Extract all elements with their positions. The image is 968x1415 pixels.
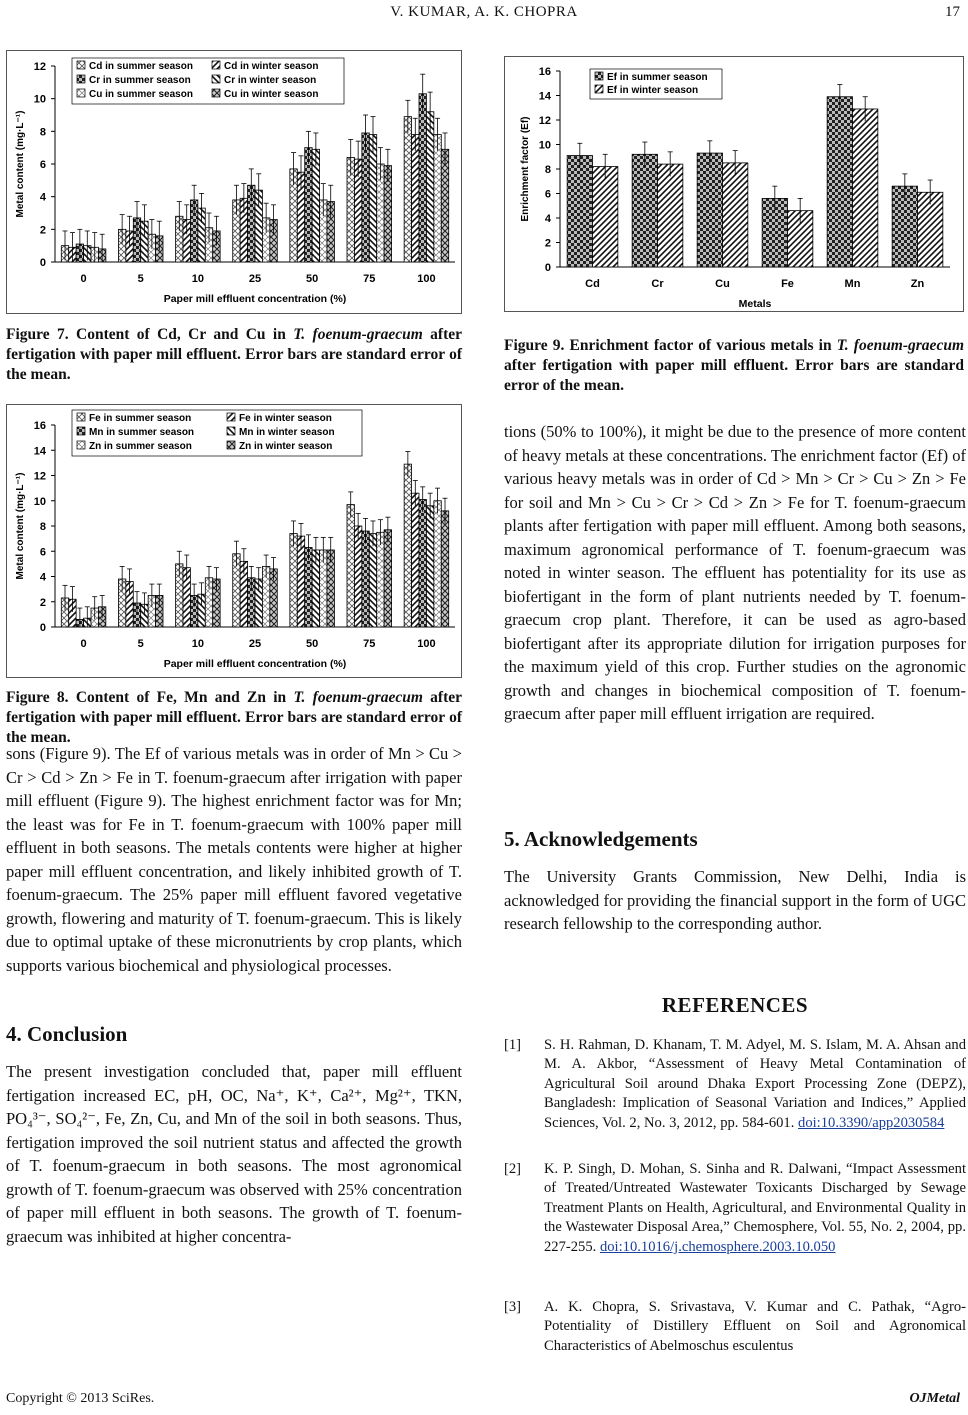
bar [827,97,852,267]
bar [434,501,441,627]
legend-label: Cr in summer season [89,75,191,86]
legend-label: Mn in winter season [239,427,335,438]
legend-swatch [595,72,603,80]
legend-label: Ef in summer season [607,72,708,83]
x-tick-label: Cu [715,278,730,290]
legend-swatch [77,89,85,97]
conclusion-paragraph: The present investigation concluded that, paper mill effluent fertigation increased EC, pH, OC, Na⁺, K⁺, Ca²⁺, Mg²⁺, TKN, PO₄³⁻, SO₄²⁻, Fe, Zn, Cu, and Mn of the soil in both seasons. Thus, fertigation improved the soil nutrient status and affected the growth of T. foenum-graecum in both seasons. The most agronomical growth of T. foenum-graecum was observed with 25% concentration of paper mill effluent in both seasons. The growth of T. foenum-graecum was inhibited at higher concentra- [6,1062,462,1246]
x-tick-label: 25 [248,638,262,650]
x-tick-label: Fe [781,278,794,290]
y-tick-label: 2 [39,224,46,237]
x-tick-label: 100 [417,273,436,285]
legend-swatch [77,61,85,69]
x-tick-label: Cd [585,278,600,290]
y-tick-label: 12 [33,470,46,483]
y-tick-label: 4 [39,571,46,584]
x-axis-label: Paper mill effluent concentration (%) [163,293,347,305]
y-tick-label: 6 [39,159,46,171]
y-tick-label: 4 [39,191,46,204]
x-tick-label: 0 [80,273,87,285]
conclusion-heading: 4. Conclusion [6,1022,128,1046]
references-heading: REFERENCES [661,993,809,1017]
y-tick-label: 6 [39,546,46,559]
x-tick-label: 0 [80,638,87,650]
x-tick-label: 25 [248,273,262,285]
legend-label: Zn in winter season [239,441,333,452]
bar [369,135,376,262]
bar [567,156,592,267]
y-tick-label: 6 [544,188,551,201]
copyright-footer: Copyright © 2013 SciRes. [6,1391,155,1406]
y-tick-label: 0 [39,622,46,634]
bar [412,493,419,627]
y-tick-label: 16 [538,66,551,78]
bar [377,532,384,627]
x-tick-label: 5 [137,638,144,650]
journal-footer: OJMetal [909,1391,960,1406]
y-tick-label: 8 [39,521,46,533]
x-axis-label: Paper mill effluent concentration (%) [163,658,347,670]
figure-8-caption: Figure 8. Content of Fe, Mn and Zn in T. foenum-graecum after fertigation with paper mill effluent. Error bars are standard error of the mean. [6,689,462,746]
legend-label: Fe in winter season [239,413,332,424]
y-tick-label: 0 [544,262,551,274]
y-tick-label: 16 [33,420,46,432]
bar [434,135,441,262]
bar [723,163,748,267]
legend-swatch [227,441,235,449]
y-tick-label: 4 [544,213,551,225]
legend-swatch [227,413,235,421]
figure-7-chart [6,50,462,314]
bar [362,133,369,262]
bar [441,511,448,627]
x-tick-label: 75 [363,638,376,650]
reference-item: [3] A. K. Chopra, S. Srivastava, V. Kumar and C. Pathak, “Agro-Potentiality of Distillery Effluent on Soil and Agronomical Characteristics of Abelmoschus esculentus [504,1299,966,1354]
bar [404,117,411,262]
x-tick-label: 10 [191,638,204,650]
bar [362,531,369,627]
bar [369,534,376,627]
figure-9-caption: Figure 9. Enrichment factor of various metals in T. foenum-graecum after fertigation with paper mill effluent. Error bars are standard error of the mean. [504,337,964,394]
y-tick-label: 8 [39,126,46,139]
legend-swatch [595,85,603,93]
y-tick-label: 10 [33,495,46,508]
x-tick-label: Cr [651,278,664,290]
legend-label: Mn in summer season [89,427,195,438]
legend-label: Cd in summer season [89,61,193,72]
bar [441,149,448,262]
bar [384,530,391,627]
figure-7-caption: Figure 7. Content of Cd, Cr and Cu in T. foenum-graecum after fertigation with paper mill effluent. Error bars are standard error of the mean. [6,326,463,383]
bar [697,153,722,267]
x-tick-label: 100 [417,638,436,650]
reference-item: [1] S. H. Rahman, D. Khanam, T. M. Adyel, M. S. Islam, M. A. Ahsan and M. A. Akbor, “Assessment of Heavy Metal Contamination of Agricultural Soil around Dhaka Export Processing Zone (DEPZ), Bangladesh: Implication of Seasonal Variation and Indices,” Applied Sciences, Vol. 2, No. 3, 2012, pp. 584-601. doi:10.3390/app2030584 [504,1037,966,1131]
bar [419,499,426,627]
legend-swatch [77,413,85,421]
bar [290,534,297,627]
bar [312,149,319,262]
bar [297,536,304,627]
y-tick-label: 12 [538,115,551,127]
legend-swatch [77,75,85,83]
x-axis-label: Metals [738,298,772,310]
y-axis-label: Metal content (mg·L⁻¹) [15,110,26,218]
legend-label: Zn in summer season [89,441,192,452]
y-tick-label: 10 [33,93,46,106]
y-tick-label: 2 [544,237,551,250]
bar [419,94,426,262]
bar [412,135,419,262]
doi-link[interactable]: doi:10.3390/app2030584 [798,1114,945,1131]
y-tick-label: 8 [544,164,551,176]
bar [354,526,361,627]
x-tick-label: 5 [137,273,144,285]
x-tick-label: 50 [306,273,319,285]
bar [426,506,433,627]
bar [305,148,312,262]
doi-link[interactable]: doi:10.1016/j.chemosphere.2003.10.050 [599,1238,836,1255]
bar [593,167,618,267]
y-axis-label: Metal content (mg·L⁻¹) [15,472,26,580]
legend-swatch [212,75,220,83]
legend-swatch [77,441,85,449]
x-tick-label: Zn [910,278,925,290]
figure-8-chart [6,404,462,678]
y-axis-label: Enrichment factor (Ef) [520,116,531,222]
bar [347,505,354,627]
legend-label: Fe in summer season [89,413,192,424]
right-body-paragraph: tions (50% to 100%), it might be due to the presence of more content of heavy metals at these concentrations. The enrichment factor (Ef) of various heavy metals was in order of Cd > Mn > Cr > Cu > Zn > Fe for soil and Mn > Cu > Cr > Cd > Zn > Fe for T. foenum-graecum plants after fertigation with paper mill effluent. Among both seasons, maximum agronomical performance of T. foenum-graecum was noted in winter season. The effluent has potentiality for its use as biofertigant in the form of plant nutrients needed by T. foenum-graecum crop plant. Therefore, it can be used as agro-based biofertigant after its appropriate dilution for irrigation purposes for the maximum yield of this crop. Further studies on the agronomic growth and changes in biochemical composition of T. foenum-graecum after paper mill effluent irrigation are required. [504,422,966,723]
legend-label: Cr in winter season [224,75,317,86]
legend-label: Ef in winter season [607,85,699,96]
bar [658,164,683,267]
y-tick-label: 2 [39,596,46,609]
running-header: V. KUMAR, A. K. CHOPRA [390,4,578,20]
x-tick-label: 50 [306,638,319,650]
legend-swatch [227,427,235,435]
x-tick-label: Mn [844,278,861,290]
bar [853,109,878,267]
page-number: 17 [945,4,960,20]
x-tick-label: 75 [363,273,376,285]
figure-9-chart [504,56,964,312]
y-tick-label: 14 [538,90,551,103]
x-tick-label: 10 [191,273,204,285]
legend-label: Cd in winter season [224,61,319,72]
bar [426,112,433,262]
y-tick-label: 10 [538,139,551,152]
y-tick-label: 0 [39,257,46,269]
reference-item: [2] K. P. Singh, D. Mohan, S. Sinha and R. Dalwani, “Impact Assessment of Treated/Untreated Wastewater Toxicants Discharged by Sewage Treatment Plants on Health, Agricultural, and Environmental Quality in the Wastewater Disposal Area,” Chemosphere, Vol. 55, No. 2, 2004, pp. 227-255. doi:10.1016/j.chemosphere.2003.10.050 [504,1161,966,1255]
left-body-paragraph: sons (Figure 9). The Ef of various metals was in order of Mn > Cu > Cr > Cd > Zn > Fe in T. foenum-graecum after irrigation with paper mill effluent (Figure 9). The highest enrichment factor was for Mn; the least was for Fe in T. foenum-graecum with 100% paper mill effluent in both seasons. The metals contents were higher at higher paper mill effluent concentration, and likely inhibited growth of T. foenum-graecum. The 25% paper mill effluent favored vegetative growth, flowering and maturity of T. foenum-graecum. This is likely due to optimal uptake of these micronutrients by crop plants, which supports various biochemical and physiological processes. [6,744,462,975]
bar [632,154,657,267]
bar [404,464,411,627]
y-tick-label: 12 [33,61,46,73]
legend-label: Cu in summer season [89,89,193,100]
acknowledgements-paragraph: The University Grants Commission, New Delhi, India is acknowledged for providing the financial support in the form of UGC research fellowship to the corresponding author. [504,867,966,933]
legend-label: Cu in winter season [224,89,319,100]
y-tick-label: 14 [33,445,46,458]
acknowledgements-heading: 5. Acknowledgements [504,827,698,851]
legend-swatch [212,61,220,69]
legend-swatch [212,89,220,97]
legend-swatch [77,427,85,435]
